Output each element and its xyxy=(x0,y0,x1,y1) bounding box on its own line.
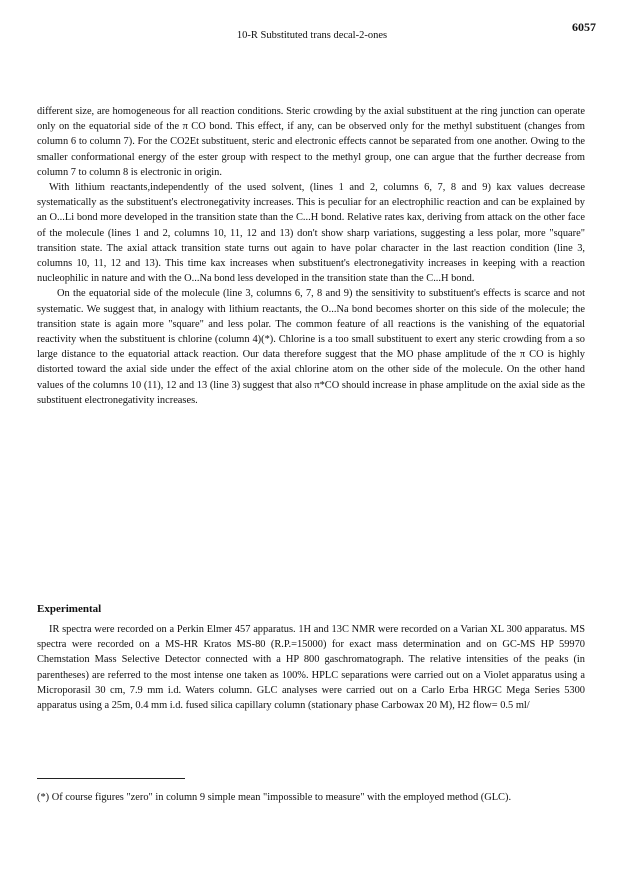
paragraph-3: On the equatorial side of the molecule (line 3, columns 6, 7, 8 and 9) the sensitivity to substituent's effects is scarce and not systematic. We suggest that, in analogy with lithium reactants, the O...Na bond becomes shorter on this side of the molecule; the transition state is again more "square" and less polar. The common feature of all reactions is the vanishing of the equatorial reactivity when the substituent is chlorine (column 4)(*). Chlorine is a too small substituent to exert any steric crowding from a so large distance to the equatorial attack reaction. Our data therefore suggest that the MO phase amplitude of the π CO is highly distorted toward the axial side under the effect of the axial chlorine atom on the other side of the molecule. On the other hand values of the columns 10 (11), 12 and 13 (line 3) suggest that also π*CO should increase in phase amplitude on the axial side as the substituent electronegativity increases. xyxy=(37,288,585,406)
body-text xyxy=(37,104,585,408)
running-head: 10-R Substituted trans decal-2-ones xyxy=(236,30,388,41)
footnote: (*) Of course figures "zero" in column 9 simple mean "impossible to measure" with the employed method (GLC). xyxy=(37,792,512,803)
section-heading: Experimental xyxy=(37,603,102,615)
footnote-rule xyxy=(37,778,185,779)
page-number: 6057 xyxy=(572,20,596,34)
experimental-paragraph: IR spectra were recorded on a Perkin Elmer 457 apparatus. 1H and 13C NMR were recorded on a Varian XL 300 apparatus. MS spectra were recorded on a MS-HR Kratos MS-80 (R.P.=15000) for exact mass determination and on GC-MS HP 59970 Chemstation Mass Selective Detector connected with a HP 800 gaschromatograph. The relative intensities of the peaks (in parentheses) are referred to the most intense one taken as 100%. HPLC separations were carried out on a Violet apparatus using a Microporasil 30 cm, 7.9 mm i.d. Waters column. GLC analyses were carried out on a Carlo Erba HRGC Mega Series 5300 apparatus using a 25m, 0.4 mm i.d. fused silica capillary column (stationary phase Carbowax 20 M), H2 flow= 0.5 ml/ xyxy=(37,624,585,712)
paragraph-2: With lithium reactants,independently of the used solvent, (lines 1 and 2, columns 6, 7, 8 and 9) kax values decrease systematically as the substituent's electronegativity increases. This is peculiar for an electrophilic reaction and can be explained by an O...Li bond more developed in the transition state than the C...H bond. Relative rates kax, deriving from attack on the other face of the molecule (lines 1 and 2, columns 10, 11, 12 and 13) don't show sharp variations, suggesting a less polar, more "square" transition state. The axial attack transition state turns out again to have polar character in the last reaction condition (line 3, columns 10, 11, 12 and 13). This time kax increases when substituent's electronegativity increases in keeping with a reaction nucleophilic in nature and with the O...Na bond less developed in the transition state than the C...H bond. xyxy=(37,182,585,285)
paragraph-1: different size, are homogeneous for all reaction conditions. Steric crowding by the axial substituent at the ring junction can operate only on the equatorial side of the π CO bond. This effect, if any, can be observed only for the methyl substituent (changes from column 6 to column 7). For the CO2Et substituent, steric and electronic effects cannot be separated from one another. Owing to the smaller conformational energy of the ester group with respect to the methyl group, one can argue that the further decrease from column 7 to column 8 is electronic in origin. xyxy=(37,106,585,178)
